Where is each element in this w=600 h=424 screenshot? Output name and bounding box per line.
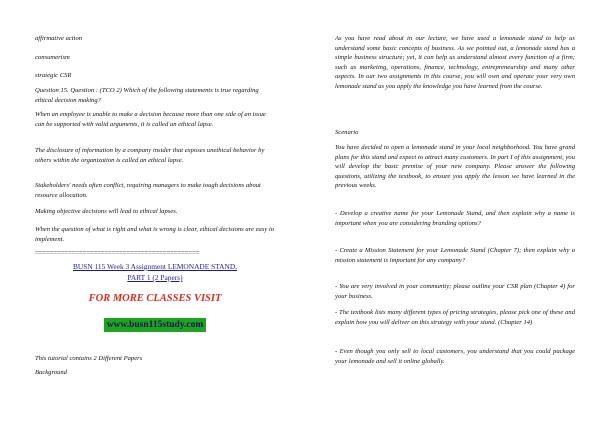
answer-option-5: When the question of what is right and what is wrong is clear, ethical decisions are easy to implement. xyxy=(35,226,275,243)
tutorial-note: This tutorial contains 2 Different Papers xyxy=(35,355,143,362)
assignment-link-line-2[interactable]: PART 1 (2 Papers) xyxy=(127,273,183,282)
answer-option-3: Stakeholders' needs often conflict, requiring managers to make tough decisions about resource allocation. xyxy=(35,182,261,199)
scenario-paragraph: You have decided to open a lemonade stand in your local neighborhood. You have grand plans for this stand and expect to attract many customers. In part I of this assignment, you will develop the basic premise of your new company. Please answer the following questions, utilizing the textbook, to ensure you apply the lesson we have learned in the previous weeks. xyxy=(335,144,575,189)
answer-option-2: The disclosure of information by a company insider that exposes unethical behavior by others within the organization is called an ethical lapse. xyxy=(35,147,265,164)
answer-option-strategic-csr: strategic CSR xyxy=(35,72,72,79)
task-brand-name: - Develop a creative name for your Lemonade Stand, and then explain why a name is important when you are considering branding options? xyxy=(335,210,575,227)
answer-option-1: When an employee is unable to make a decision because more than one side of an issue can be supported with valid arguments, it is called an ethical lapse. xyxy=(35,111,266,128)
task-online-sales: - Even though you only sell to local customers, you understand that you could package your lemonade and sell it online globally. xyxy=(335,348,575,365)
background-heading: Background xyxy=(35,369,67,376)
answer-option-affirmative-action: affirmative action xyxy=(35,35,83,42)
task-mission-statement: - Create a Mission Statement for your Lemonade Stand (Chapter 7); then explain why a mission statement is important for any company? xyxy=(335,247,575,264)
answer-option-4: Making objective decisions will lead to ethical lapses. xyxy=(35,208,178,215)
site-link[interactable]: www.busn115study.com xyxy=(104,318,207,332)
separator-line: ============================================= xyxy=(35,249,200,257)
task-pricing-strategy: - The textbook lists many different types of pricing strategies, please pick one of these and explain how you will deliver on this strategy with your stand. (Chapter 14) xyxy=(335,309,575,326)
intro-paragraph: As you have read about in our lecture, we have used a lemonade stand to help us understand some basic concepts of business. As we pointed out, a lemonade stand has a simple business structure; yet, it can help us understand almost every function of a firm; such as marketing, operations, finance, technology, entrepreneurship and many other aspects. In our two assignments in this course, you will own and operate your very own lemonade stand as you apply the knowledge you have learned from the course. xyxy=(335,35,575,90)
answer-option-consumerism: consumerism xyxy=(35,54,70,61)
assignment-link-line-1[interactable]: BUSN 115 Week 3 Assignment LEMONADE STAND, xyxy=(72,262,238,271)
scenario-heading: Scenario xyxy=(335,129,359,136)
question-15: Question 15. Question : (TCO 2) Which of the following statements is true regarding ethical decision making? xyxy=(35,87,259,104)
task-csr-plan: - You are very involved in your community; please outline your CSR plan (Chapter 4) for your business. xyxy=(335,283,575,300)
site-link-wrap xyxy=(35,316,275,332)
more-classes-banner: FOR MORE CLASSES VISIT xyxy=(88,293,222,304)
